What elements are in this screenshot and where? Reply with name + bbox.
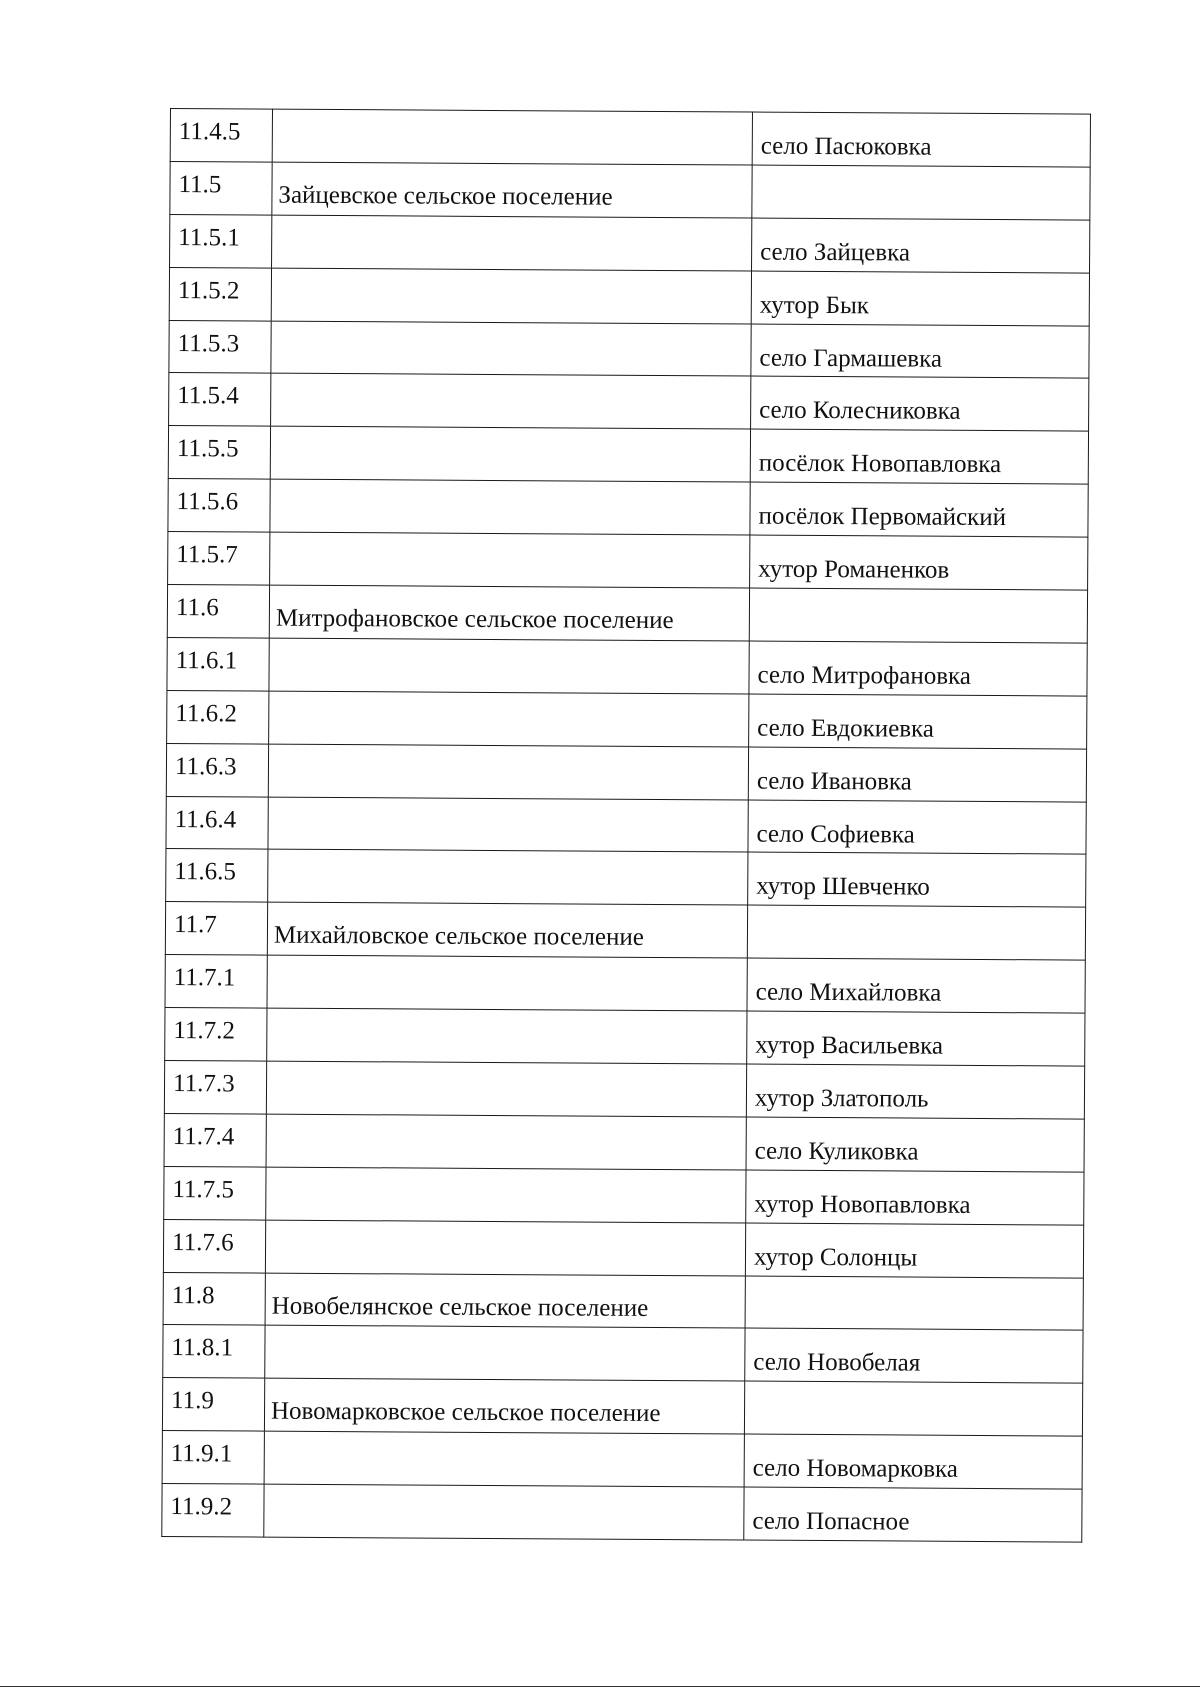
table-row xyxy=(168,479,1088,538)
table-row xyxy=(166,849,1086,908)
locality-cell: село Митрофановка xyxy=(749,641,1087,696)
table-row xyxy=(163,1219,1083,1278)
locality-cell: посёлок Первомайский xyxy=(750,482,1088,537)
settlement-cell: Новобелянское сельское поселение xyxy=(265,1273,745,1329)
page-bottom-rule xyxy=(0,1686,1200,1687)
row-number-cell: 11.6 xyxy=(167,585,269,639)
table-body xyxy=(162,109,1091,1543)
table-row xyxy=(164,1061,1084,1120)
settlement-cell xyxy=(271,374,751,430)
settlement-cell: Зайцевское сельское поселение xyxy=(272,162,752,218)
row-number-cell: 11.9.1 xyxy=(162,1431,264,1485)
table-row xyxy=(162,1378,1082,1437)
row-number-cell: 11.7.5 xyxy=(164,1166,266,1220)
settlement-cell: Митрофановское сельское поселение xyxy=(269,585,749,641)
settlement-cell xyxy=(266,1167,746,1223)
settlements-table xyxy=(161,108,1091,1543)
locality-cell: село Михайловка xyxy=(747,958,1085,1013)
settlement-cell xyxy=(265,1220,745,1276)
row-number-cell: 11.9 xyxy=(162,1378,264,1432)
row-number-cell: 11.7.3 xyxy=(164,1061,266,1115)
settlement-cell xyxy=(269,691,749,747)
table-row xyxy=(164,1113,1084,1172)
row-number-cell: 11.8.1 xyxy=(163,1325,265,1379)
locality-cell: село Попасное xyxy=(744,1487,1082,1542)
settlement-cell: Новомарковское сельское поселение xyxy=(264,1378,744,1434)
row-number-cell: 11.6.4 xyxy=(166,796,268,850)
locality-cell: хутор Новопавловка xyxy=(746,1170,1084,1225)
table-row xyxy=(162,1431,1082,1490)
locality-cell: село Новобелая xyxy=(745,1329,1083,1384)
row-number-cell: 11.6.1 xyxy=(167,637,269,691)
settlement-cell xyxy=(271,321,751,377)
locality-cell xyxy=(747,905,1085,960)
locality-cell xyxy=(752,165,1090,220)
settlement-cell xyxy=(264,1431,744,1487)
row-number-cell: 11.6.5 xyxy=(166,849,268,903)
table-row xyxy=(170,161,1090,220)
table-row xyxy=(165,955,1085,1014)
settlement-cell xyxy=(264,1484,744,1540)
settlement-cell xyxy=(268,797,748,853)
table-row xyxy=(166,743,1086,802)
locality-cell: посёлок Новопавловка xyxy=(750,429,1088,484)
row-number-cell: 11.9.2 xyxy=(162,1484,264,1538)
row-number-cell: 11.5.4 xyxy=(169,373,271,427)
table-row xyxy=(164,1166,1084,1225)
row-number-cell: 11.5 xyxy=(170,161,272,215)
row-number-cell: 11.7.6 xyxy=(163,1219,265,1273)
table-row xyxy=(166,796,1086,855)
locality-cell xyxy=(749,588,1087,643)
locality-cell: село Новомарковка xyxy=(744,1434,1082,1489)
locality-cell: хутор Златополь xyxy=(746,1064,1084,1119)
locality-cell: село Ивановка xyxy=(748,747,1086,802)
locality-cell: хутор Романенков xyxy=(750,535,1088,590)
settlement-cell xyxy=(270,479,750,535)
row-number-cell: 11.5.3 xyxy=(169,320,271,374)
table-row xyxy=(170,109,1090,168)
locality-cell: хутор Бык xyxy=(751,271,1089,326)
row-number-cell: 11.6.2 xyxy=(167,690,269,744)
settlement-cell xyxy=(272,109,752,165)
locality-cell: село Пасюковка xyxy=(752,112,1090,167)
settlement-cell xyxy=(266,1114,746,1170)
settlement-cell xyxy=(272,215,752,271)
row-number-cell: 11.6.3 xyxy=(166,743,268,797)
settlement-cell xyxy=(265,1326,745,1382)
locality-cell: село Колесниковка xyxy=(751,377,1089,432)
table-row xyxy=(169,267,1089,326)
table-row xyxy=(169,373,1089,432)
row-number-cell: 11.5.1 xyxy=(170,214,272,268)
locality-cell xyxy=(744,1381,1082,1436)
settlement-cell: Михайловское сельское поселение xyxy=(267,902,747,958)
row-number-cell: 11.7.4 xyxy=(164,1113,266,1167)
row-number-cell: 11.4.5 xyxy=(170,109,272,163)
row-number-cell: 11.7 xyxy=(165,902,267,956)
row-number-cell: 11.5.6 xyxy=(168,479,270,533)
table-row xyxy=(167,637,1087,696)
settlement-cell xyxy=(271,268,751,324)
settlement-cell xyxy=(266,1061,746,1117)
settlement-cell xyxy=(270,532,750,588)
row-number-cell: 11.5.7 xyxy=(168,532,270,586)
locality-cell: село Куликовка xyxy=(746,1117,1084,1172)
settlement-cell xyxy=(268,744,748,800)
locality-cell xyxy=(745,1276,1083,1331)
locality-cell: село Софиевка xyxy=(748,800,1086,855)
table-row xyxy=(163,1272,1083,1331)
table-row xyxy=(168,532,1088,591)
settlement-cell xyxy=(267,1008,747,1064)
table-row xyxy=(169,320,1089,379)
row-number-cell: 11.5.5 xyxy=(168,426,270,480)
table-row xyxy=(168,426,1088,485)
settlement-cell xyxy=(270,426,750,482)
settlement-cell xyxy=(267,955,747,1011)
table-row xyxy=(167,585,1087,644)
row-number-cell: 11.5.2 xyxy=(169,267,271,321)
table-row xyxy=(167,690,1087,749)
settlement-cell xyxy=(268,850,748,906)
row-number-cell: 11.7.2 xyxy=(165,1008,267,1062)
table-row xyxy=(165,1008,1085,1067)
locality-cell: хутор Шевченко xyxy=(748,853,1086,908)
table-row xyxy=(162,1484,1082,1543)
locality-cell: хутор Солонцы xyxy=(745,1223,1083,1278)
row-number-cell: 11.7.1 xyxy=(165,955,267,1009)
settlement-cell xyxy=(269,638,749,694)
row-number-cell: 11.8 xyxy=(163,1272,265,1326)
locality-cell: село Зайцевка xyxy=(752,218,1090,273)
table-row xyxy=(170,214,1090,273)
locality-cell: село Гармашевка xyxy=(751,324,1089,379)
table-row xyxy=(163,1325,1083,1384)
locality-cell: хутор Васильевка xyxy=(747,1011,1085,1066)
locality-cell: село Евдокиевка xyxy=(749,694,1087,749)
table-row xyxy=(165,902,1085,961)
